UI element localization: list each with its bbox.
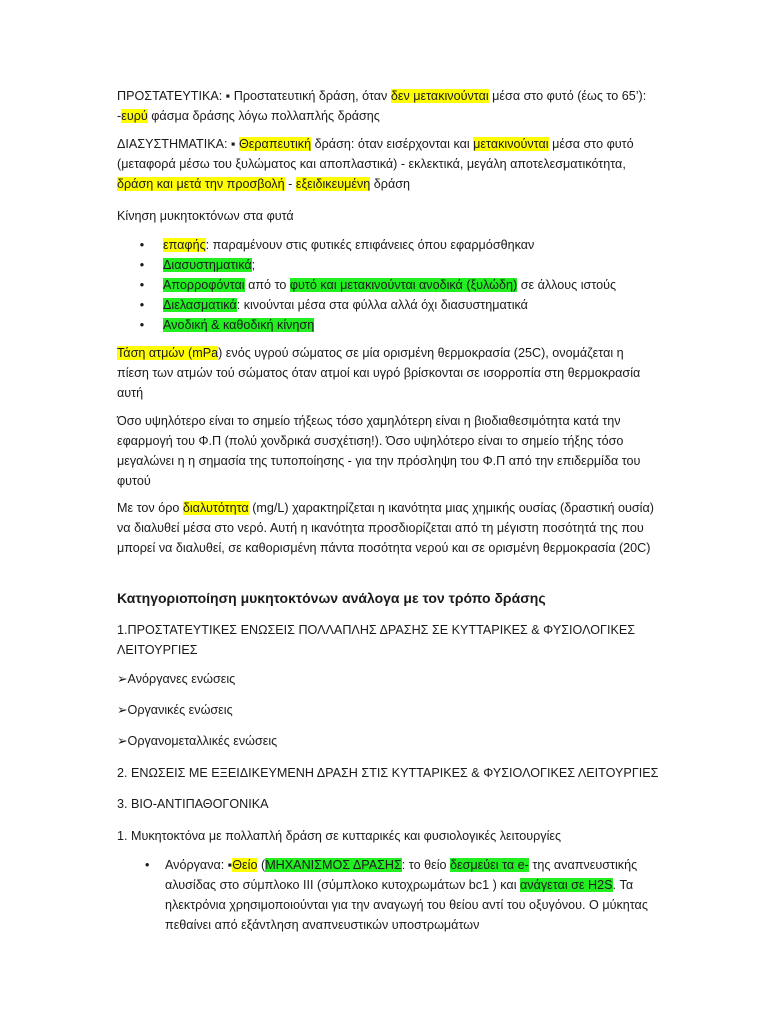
bullet-text: : παραμένουν στις φυτικές επιφάνειες όπου εφαρμόσθηκαν — [205, 238, 535, 252]
solubility-paragraph — [117, 498, 657, 558]
arrow-item-inorganic: ➢Ανόργανες ενώσεις — [117, 672, 236, 686]
bullet-icon: • — [139, 278, 145, 292]
highlight-absorbed: Απορροφόνται — [163, 278, 245, 292]
highlight-translaminar: Διελασματικά — [163, 298, 237, 312]
systemic-paragraph — [117, 134, 657, 194]
bullet-text: σε άλλους ιστούς — [517, 278, 617, 292]
highlight-sulfur: Θείο — [232, 858, 258, 872]
arrow-item-organic: ➢Οργανικές ενώσεις — [117, 703, 233, 717]
highlight-not-moving: δεν μετακινούνται — [390, 89, 489, 103]
list-item — [139, 255, 665, 275]
highlight-solubility: διαλυτότητα — [182, 501, 249, 515]
inorganic-paren: ( — [257, 858, 266, 872]
movement-title: Κίνηση μυκητοκτόνων στα φυτά — [117, 209, 294, 223]
highlight-broad: ευρύ — [121, 109, 148, 123]
classification-heading: Κατηγοριοποίηση μυκητοκτόνων ανάλογα με τον τρόπο δράσης — [117, 590, 546, 606]
highlight-up-down-movement: Ανοδική & καθοδική κίνηση — [163, 318, 315, 332]
arrow-item-organometallic: ➢Οργανομεταλλικές ενώσεις — [117, 734, 278, 748]
highlight-systemic: Διασυστηματικά — [163, 258, 252, 272]
bullet-text-mid: από το — [244, 278, 290, 292]
inorganic-bullet — [145, 855, 665, 935]
protective-text-3: φάσμα δράσης λόγω πολλαπλής δράσης — [147, 109, 380, 123]
highlight-vapor-pressure: Τάση ατμών (mPa — [117, 346, 219, 360]
bullet-icon: • — [139, 318, 145, 332]
highlight-contact: επαφής — [163, 238, 206, 252]
inorganic-text-4: . Τα ηλεκτρόνια χρησιμοποιούνται για την αναγωγή του θείου αντί του οξυγόνου. Ο μύκητας πεθαίνει από εξάντληση αναπνευστικών υποστρωμάτων — [165, 878, 648, 932]
movement-list — [139, 235, 665, 335]
highlight-therapeutic: Θεραπευτική — [238, 137, 312, 151]
highlight-moving: μετακινούνται — [473, 137, 549, 151]
vapor-pressure-paragraph — [117, 343, 657, 403]
list-item — [139, 295, 665, 315]
section-1-title: 1.ΠΡΟΣΤΑΤΕΥΤΙΚΕΣ ΕΝΩΣΕΙΣ ΠΟΛΛΑΠΛΗΣ ΔΡΑΣΗΣ ΣΕ ΚΥΤΤΑΡΙΚΕΣ & ΦΥΣΙΟΛΟΓΙΚΕΣ ΛΕΙΤΟΥΡΓΙΕΣ — [117, 623, 636, 657]
solubility-text-2: (mg/L) χαρακτηρίζεται η ικανότητα μιας χημικής ουσίας (δραστική ουσία) να διαλυθεί μέσα στο νερό. Αυτή η ικανότητα προσδιορίζεται από τη μέγιστη ποσότητά της που μπορεί να διαλυθεί, σε καθορισμένη πάντα ποσότητα νερού και σε ορισμένη θερμοκρασία (20C) — [117, 501, 654, 555]
systemic-dash: - — [284, 177, 296, 191]
bullet-icon: • — [145, 858, 150, 872]
highlight-binds-electrons: δεσμεύει τα e- — [450, 858, 529, 872]
vapor-text: ) ενός υγρού σώματος σε μία ορισμένη θερμοκρασία (25C), ονομάζεται η πίεση των ατμών τού σώματος όταν ατμοί και υγρό βρίσκονται σε ισορροπία στη θερμοκρασία αυτή — [117, 346, 641, 400]
bullet-icon: • — [139, 298, 145, 312]
bullet-icon: • — [139, 258, 145, 272]
melting-point-paragraph: Όσο υψηλότερο είναι το σημείο τήξεως τόσο χαμηλότερη είναι η βιοδιαθεσιμότητα κατά την εφαρμογή του Φ.Π (πολύ χονδρικά συσχέτιση!). Όσο υψηλότερο είναι το σημείο τήξης τόσο μεγαλώνει η η σημασία της τυποποίησης - για την πρόσληψη του Φ.Π από την επιδερμίδα του φυτού — [117, 414, 641, 488]
highlight-after-infection: δράση και μετά την προσβολή — [117, 177, 285, 191]
protective-paragraph — [117, 86, 657, 126]
section-3-title: 3. ΒΙΟ-ΑΝΤΙΠΑΘΟΓΟΝΙΚΑ — [117, 797, 269, 811]
inorganic-text-2: : το θείο — [401, 858, 450, 872]
systemic-text-4: δράση — [370, 177, 411, 191]
inorganic-body — [165, 855, 665, 935]
highlight-mechanism: ΜΗΧΑΝΙΣΜΟΣ ΔΡΑΣΗΣ — [265, 858, 402, 872]
protective-text-2: μέσα στο φυτό (έως το 65’): - — [117, 89, 647, 123]
inorganic-text-3: της αναπνευστικής αλυσίδας στο σύμπλοκο ΙΙΙ (σύμπλοκο κυτοχρωμάτων bc1 ) και — [165, 858, 638, 892]
list-item — [139, 235, 665, 255]
inorganic-text: Ανόργανα: ▪ — [165, 858, 233, 872]
list-item — [139, 275, 665, 295]
bullet-icon: • — [139, 238, 145, 252]
list-item — [139, 315, 665, 335]
systemic-text-2: δράση: όταν εισέρχονται και — [311, 137, 474, 151]
protective-text: ΠΡΟΣΤΑΤΕΥΤΙΚΑ: ▪ Προστατευτική δράση, όταν — [117, 89, 391, 103]
section-2-title: 2. ΕΝΩΣΕΙΣ ΜΕ ΕΞΕΙΔΙΚΕΥΜΕΝΗ ΔΡΑΣΗ ΣΤΙΣ ΚΥΤΤΑΡΙΚΕΣ & ΦΥΣΙΟΛΟΓΙΚΕΣ ΛΕΙΤΟΥΡΓΙΕΣ — [117, 766, 659, 780]
bullet-text: ; — [251, 258, 256, 272]
systemic-text-3: μέσα στο φυτό (μεταφορά μέσω του ξυλώματος και αποπλαστικά) - εκλεκτικά, μεγάλη αποτελεσματικότητα, — [117, 137, 634, 171]
systemic-text: ΔΙΑΣΥΣΤΗΜΑΤΙΚΑ: ▪ — [117, 137, 239, 151]
bullet-text: : κινούνται μέσα στα φύλλα αλλά όχι διασυστηματικά — [236, 298, 528, 312]
highlight-specialized: εξειδικευμένη — [295, 177, 371, 191]
multi-action-title: 1. Μυκητοκτόνα με πολλαπλή δράση σε κυτταρικές και φυσιολογικές λειτουργίες — [117, 829, 562, 843]
highlight-reduced-h2s: ανάγεται σε H2S — [520, 878, 613, 892]
highlight-upward: φυτό και μετακινούνται ανοδικά (ξυλώδη) — [289, 278, 518, 292]
solubility-text: Με τον όρο — [117, 501, 183, 515]
